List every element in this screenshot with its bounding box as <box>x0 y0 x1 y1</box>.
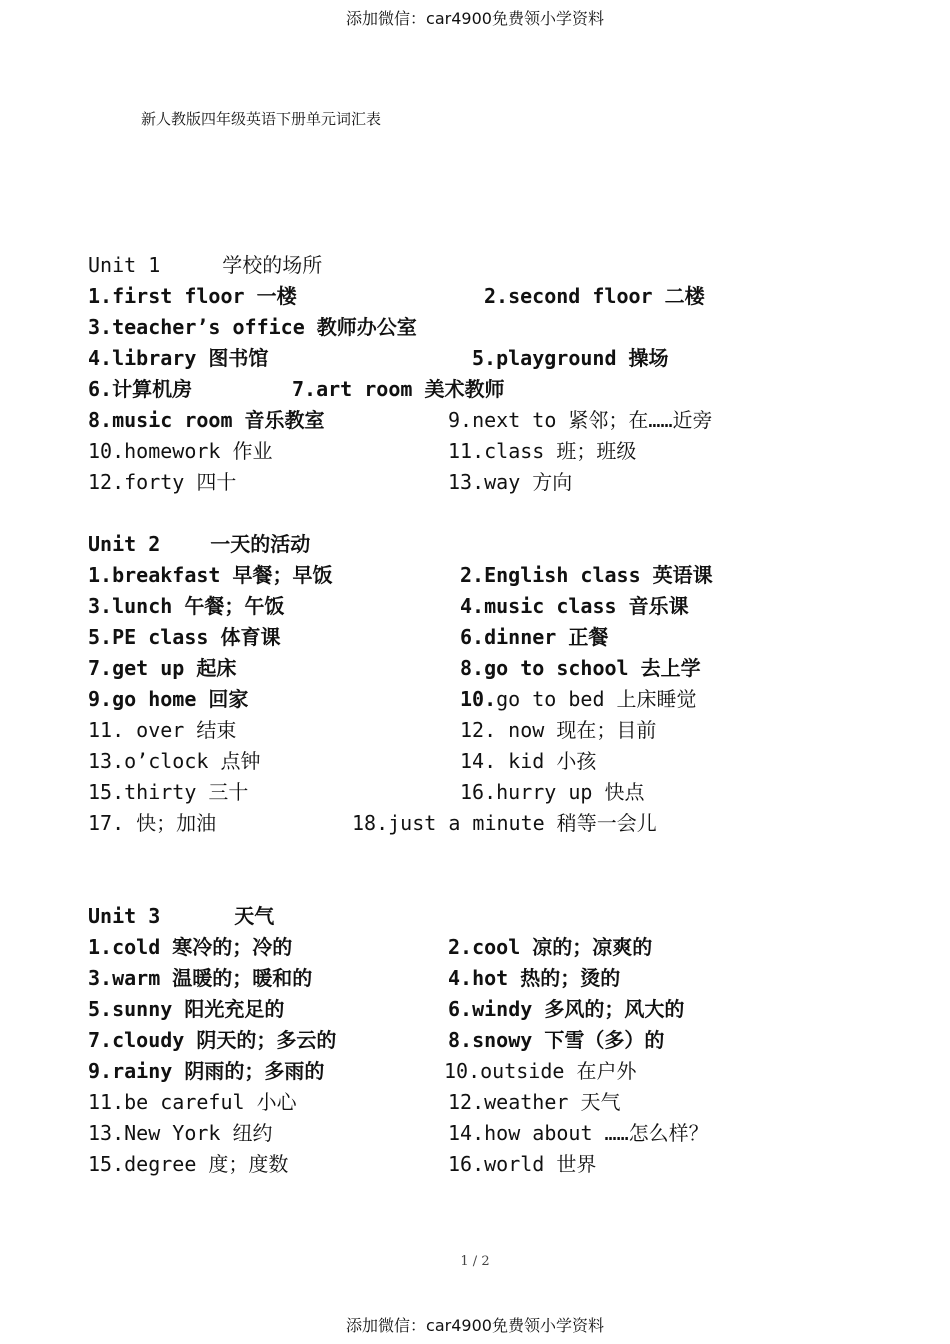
watermark-bottom: 添加微信：car4900免费领小学资料 <box>346 1316 604 1335</box>
unit3-item-13: 13.New York 纽约 <box>88 1121 273 1145</box>
unit1-heading <box>88 252 322 278</box>
unit2-item-14: 14. kid 小孩 <box>460 749 597 773</box>
unit3-item-12: 12.weather 天气 <box>448 1090 621 1114</box>
unit1-item-6: 6.计算机房 <box>88 377 193 401</box>
unit1-heading-cn: 学校的场所 <box>222 253 323 277</box>
unit2-item-18: 18.just a minute 稍等一会儿 <box>352 811 657 835</box>
unit1-item-9: 9.next to 紧邻；在……近旁 <box>448 408 713 432</box>
unit2-item-2: 2.English class 英语课 <box>460 563 713 587</box>
unit2-item-10-text: go to bed 上床睡觉 <box>496 687 697 711</box>
unit1-item-4: 4.library 图书馆 <box>88 346 269 370</box>
unit3-item-7: 7.cloudy 阴天的；多云的 <box>88 1028 337 1052</box>
unit1-item-2: 2.second floor 二楼 <box>484 284 705 308</box>
unit3-item-3: 3.warm 温暖的；暖和的 <box>88 966 313 990</box>
unit2-item-8: 8.go to school 去上学 <box>460 656 701 680</box>
unit2-item-10 <box>460 686 697 712</box>
faded-header-strip <box>0 26 950 36</box>
unit1-heading-en: Unit 1 <box>88 253 161 277</box>
document-title: 新人教版四年级英语下册单元词汇表 <box>141 110 382 128</box>
unit1-item-1: 1.first floor 一楼 <box>88 284 297 308</box>
unit1-item-7: 7.art room 美术教师 <box>292 377 505 401</box>
unit2-heading <box>88 531 310 557</box>
unit2-item-17: 17. 快；加油 <box>88 811 217 835</box>
unit1-item-11: 11.class 班；班级 <box>448 439 637 463</box>
unit2-item-6: 6.dinner 正餐 <box>460 625 609 649</box>
unit3-item-8: 8.snowy 下雪（多）的 <box>448 1028 665 1052</box>
unit3-item-14: 14.how about ……怎么样？ <box>448 1121 709 1145</box>
unit3-heading <box>88 903 274 929</box>
unit3-item-15: 15.degree 度；度数 <box>88 1152 289 1176</box>
unit2-heading-en: Unit 2 <box>88 532 161 556</box>
unit3-item-11: 11.be careful 小心 <box>88 1090 297 1114</box>
unit3-item-4: 4.hot 热的；烫的 <box>448 966 621 990</box>
unit2-item-9: 9.go home 回家 <box>88 687 249 711</box>
unit1-item-12: 12.forty 四十 <box>88 470 237 494</box>
unit1-item-3: 3.teacher’s office 教师办公室 <box>88 315 417 339</box>
unit1-item-5: 5.playground 操场 <box>472 346 669 370</box>
unit2-item-7: 7.get up 起床 <box>88 656 237 680</box>
unit3-item-6: 6.windy 多风的；风大的 <box>448 997 685 1021</box>
unit3-heading-en: Unit 3 <box>88 904 161 928</box>
unit3-item-9: 9.rainy 阴雨的；多雨的 <box>88 1059 325 1083</box>
unit2-item-4: 4.music class 音乐课 <box>460 594 689 618</box>
watermark-top: 添加微信：car4900免费领小学资料 <box>346 9 604 28</box>
page-number: 1 / 2 <box>460 1254 490 1269</box>
unit3-item-10: 10.outside 在户外 <box>444 1059 637 1083</box>
unit3-heading-cn: 天气 <box>234 904 275 928</box>
unit2-item-11: 11. over 结束 <box>88 718 237 742</box>
unit2-heading-cn: 一天的活动 <box>210 532 311 556</box>
unit2-item-3: 3.lunch 午餐；午饭 <box>88 594 285 618</box>
unit3-item-2: 2.cool 凉的；凉爽的 <box>448 935 653 959</box>
unit2-item-13: 13.o’clock 点钟 <box>88 749 261 773</box>
unit2-item-12: 12. now 现在；目前 <box>460 718 657 742</box>
unit1-item-13: 13.way 方向 <box>448 470 573 494</box>
unit2-item-5: 5.PE class 体育课 <box>88 625 281 649</box>
unit2-item-15: 15.thirty 三十 <box>88 780 249 804</box>
unit2-item-10-number: 10. <box>460 687 497 711</box>
unit3-item-5: 5.sunny 阳光充足的 <box>88 997 285 1021</box>
unit1-item-8: 8.music room 音乐教室 <box>88 408 325 432</box>
unit1-item-10: 10.homework 作业 <box>88 439 273 463</box>
unit2-item-1: 1.breakfast 早餐；早饭 <box>88 563 333 587</box>
unit2-item-16: 16.hurry up 快点 <box>460 780 645 804</box>
unit3-item-16: 16.world 世界 <box>448 1152 597 1176</box>
unit3-item-1: 1.cold 寒冷的；冷的 <box>88 935 293 959</box>
